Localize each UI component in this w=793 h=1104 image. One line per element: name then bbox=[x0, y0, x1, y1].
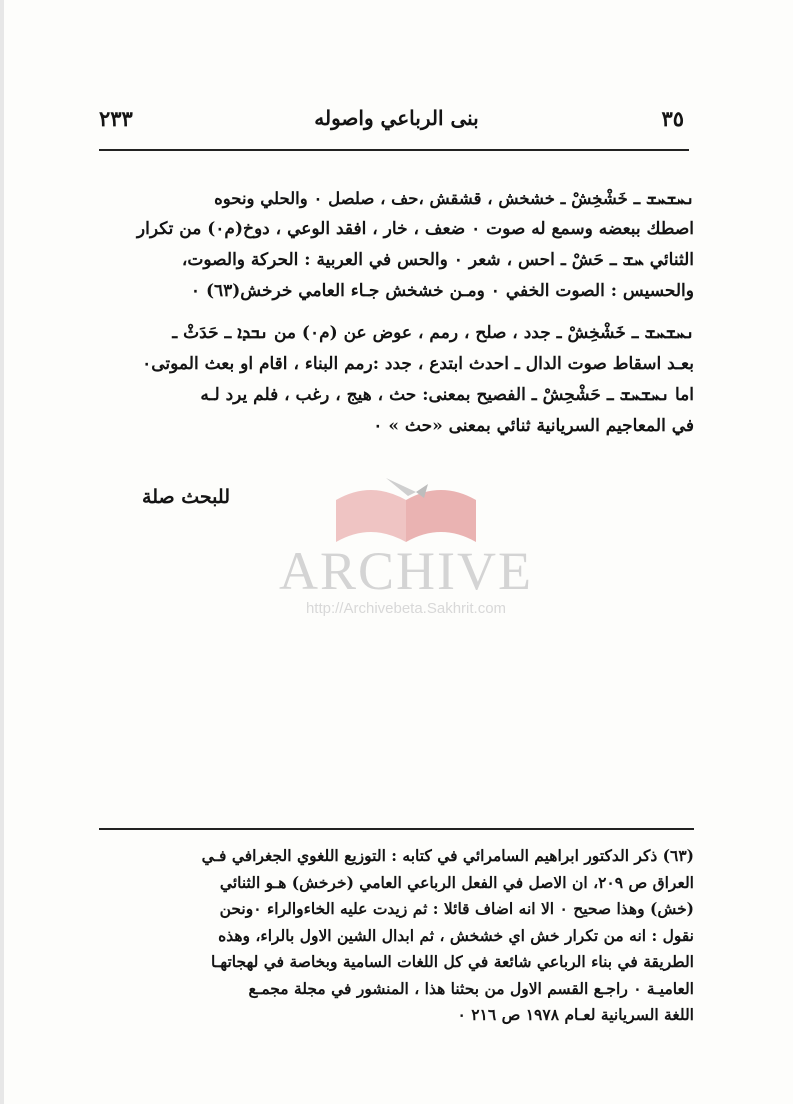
footnote-line: (خش) وهذا صحيح ٠ الا انه اضاف قائلا : ثم زيدت عليه الخاءوالراء ٠ونحن bbox=[219, 899, 694, 918]
footnote-line: (٦٣) ذكر الدكتور ابراهيم السامرائي في كتابه : التوزيع اللغوي الجغرافي فـي bbox=[201, 846, 694, 865]
footnote-line: الطريقة في بناء الرباعي شائعة في كل اللغات السامية وبخاصة في لهجاتهـا bbox=[211, 952, 694, 971]
running-header bbox=[99, 100, 694, 134]
continuation-note: للبحث صلة bbox=[142, 486, 230, 508]
text-line: ܢܚܫܚܫ ـ خَشْخِشْ ـ خشخش ، قشقش ،حف ، صلصل ٠ والحلي ونحوه bbox=[214, 189, 694, 208]
text-line: الثنائي ܚܫ ـ حَشْ ـ احس ، شعر ٠ والحس في العربية : الحركة والصوت، bbox=[181, 250, 694, 270]
footnote-line: العراق ص ٢٠٩، ان الاصل في الفعل الرباعي العامي (خرخش) هـو الثنائي bbox=[219, 872, 694, 892]
text-line: والحسيس : الصوت الخفي ٠ ومـن خشخش جـاء العامي خرخش(٦٣) ٠ bbox=[190, 281, 694, 301]
paragraph bbox=[102, 183, 694, 307]
page-number-left: ٢٣٣ bbox=[99, 106, 133, 131]
footnote-line: نقول : انه من تكرار خش اي خشخش ، ثم ابدال الشين الاول بالراء، وهذه bbox=[218, 925, 694, 945]
body-text bbox=[102, 183, 694, 442]
text-line: بعـد اسقاط صوت الدال ـ احدث ابتدع ، جدد :رمم البناء ، اقام او بعث الموتى٠ bbox=[142, 354, 694, 374]
watermark-title: ARCHIVE bbox=[279, 541, 533, 601]
text-line: في المعاجيم السريانية ثنائي بمعنى «حث » ٠ bbox=[373, 416, 694, 436]
text-line: اما ܢܚܫܚܫ ـ حَشْحِشْ ـ الفصيح بمعنى: حث ، هيج ، رغب ، فلم يرد لـه bbox=[200, 385, 694, 405]
open-book-icon bbox=[316, 470, 496, 550]
archive-watermark bbox=[244, 470, 564, 630]
page-number-right: ٣٥ bbox=[661, 106, 684, 131]
paragraph bbox=[102, 318, 694, 442]
running-title: بنى الرباعي واصوله bbox=[314, 106, 479, 130]
footnote-rule bbox=[99, 828, 694, 830]
text-line: ܢܚܫܚܫ ـ خَشْخِشْ ـ جدد ، صلح ، رمم ، عوض عن (م٠) من ܢܒܕܐ ـ حَدَثْ ـ bbox=[172, 323, 694, 343]
header-rule bbox=[99, 149, 689, 151]
text-line: اصطك ببعضه وسمع له صوت ٠ ضعف ، خار ، افقد الوعي ، دوخ(م٠) من تكرار bbox=[136, 219, 694, 239]
watermark-url: http://Archivebeta.Sakhrit.com bbox=[305, 600, 507, 617]
footnote-line: العاميـة ٠ راجـع القسم الاول من بحثنا هذا ، المنشور في مجلة مجمـع bbox=[248, 978, 694, 998]
footnote-line: اللغة السريانية لعـام ١٩٧٨ ص ٢١٦ ٠ bbox=[457, 1005, 694, 1024]
footnote bbox=[102, 843, 694, 1029]
